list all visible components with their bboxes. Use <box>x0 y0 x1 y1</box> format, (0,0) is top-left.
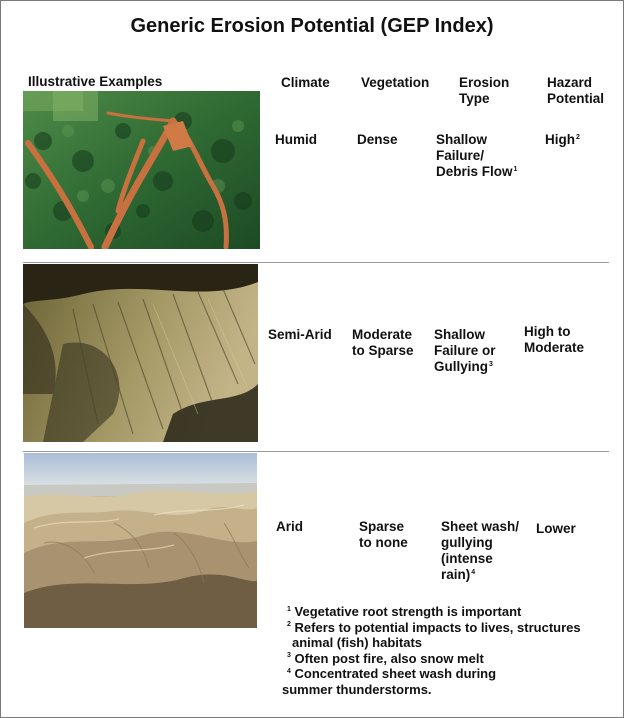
row3-vegetation: Sparse to none <box>359 519 408 550</box>
header-hazard-line1: Hazard <box>547 75 593 90</box>
row2-hazard: High to Moderate <box>524 324 585 355</box>
footnote-ref-1: 1 <box>513 165 518 173</box>
footnote-ref-4: 4 <box>471 568 476 576</box>
row3-erosion-type: Sheet wash/ gullying (intense rain)$^4$ <box>441 519 520 582</box>
footnote-4: $^4$ Concentrated sheet wash during summer thunderstorms. <box>282 666 497 697</box>
page-title: Generic Erosion Potential (GEP Index) <box>130 15 494 37</box>
header-climate: Climate <box>281 75 330 90</box>
row-separator-2 <box>23 451 609 452</box>
header-erosion-type <box>459 75 509 107</box>
footnotes <box>282 604 616 697</box>
row2-vegetation: Moderate to Sparse <box>352 327 414 358</box>
row-separator-1 <box>23 262 609 263</box>
header-illustrative-examples: Illustrative Examples <box>28 74 163 89</box>
semi-arid-slope-photo <box>23 264 258 442</box>
row2-erosion-type: Shallow Failure or Gullying$^3$ <box>434 327 496 374</box>
footnote-2: $^2$ Refers to potential impacts to lives, structures animal (fish) habitats <box>287 619 581 650</box>
row1-climate: Humid <box>275 132 317 147</box>
header-vegetation: Vegetation <box>361 75 430 90</box>
footnote-ref-3: 3 <box>489 360 493 368</box>
header-erosion-line2: Type <box>459 91 490 106</box>
row1-hazard: High$^2$ <box>545 132 580 147</box>
arid-hills-photo <box>24 453 257 628</box>
forest-landslide-photo <box>23 91 260 249</box>
row1-erosion-type: Shallow Failure/ Debris Flow$^1$ <box>436 132 518 179</box>
header-hazard-potential <box>547 75 604 107</box>
header-erosion-line1: Erosion <box>459 75 510 90</box>
footnote-1: $^1$ Vegetative root strength is important <box>287 604 522 619</box>
row3-climate: Arid <box>276 519 303 534</box>
footnote-ref-2: 2 <box>576 133 580 141</box>
row3-hazard: Lower <box>536 521 576 536</box>
row1-vegetation: Dense <box>357 132 398 147</box>
footnote-3: $^3$ Often post fire, also snow melt <box>287 650 484 666</box>
header-hazard-line2: Potential <box>547 91 605 106</box>
row2-climate: Semi-Arid <box>268 327 332 342</box>
